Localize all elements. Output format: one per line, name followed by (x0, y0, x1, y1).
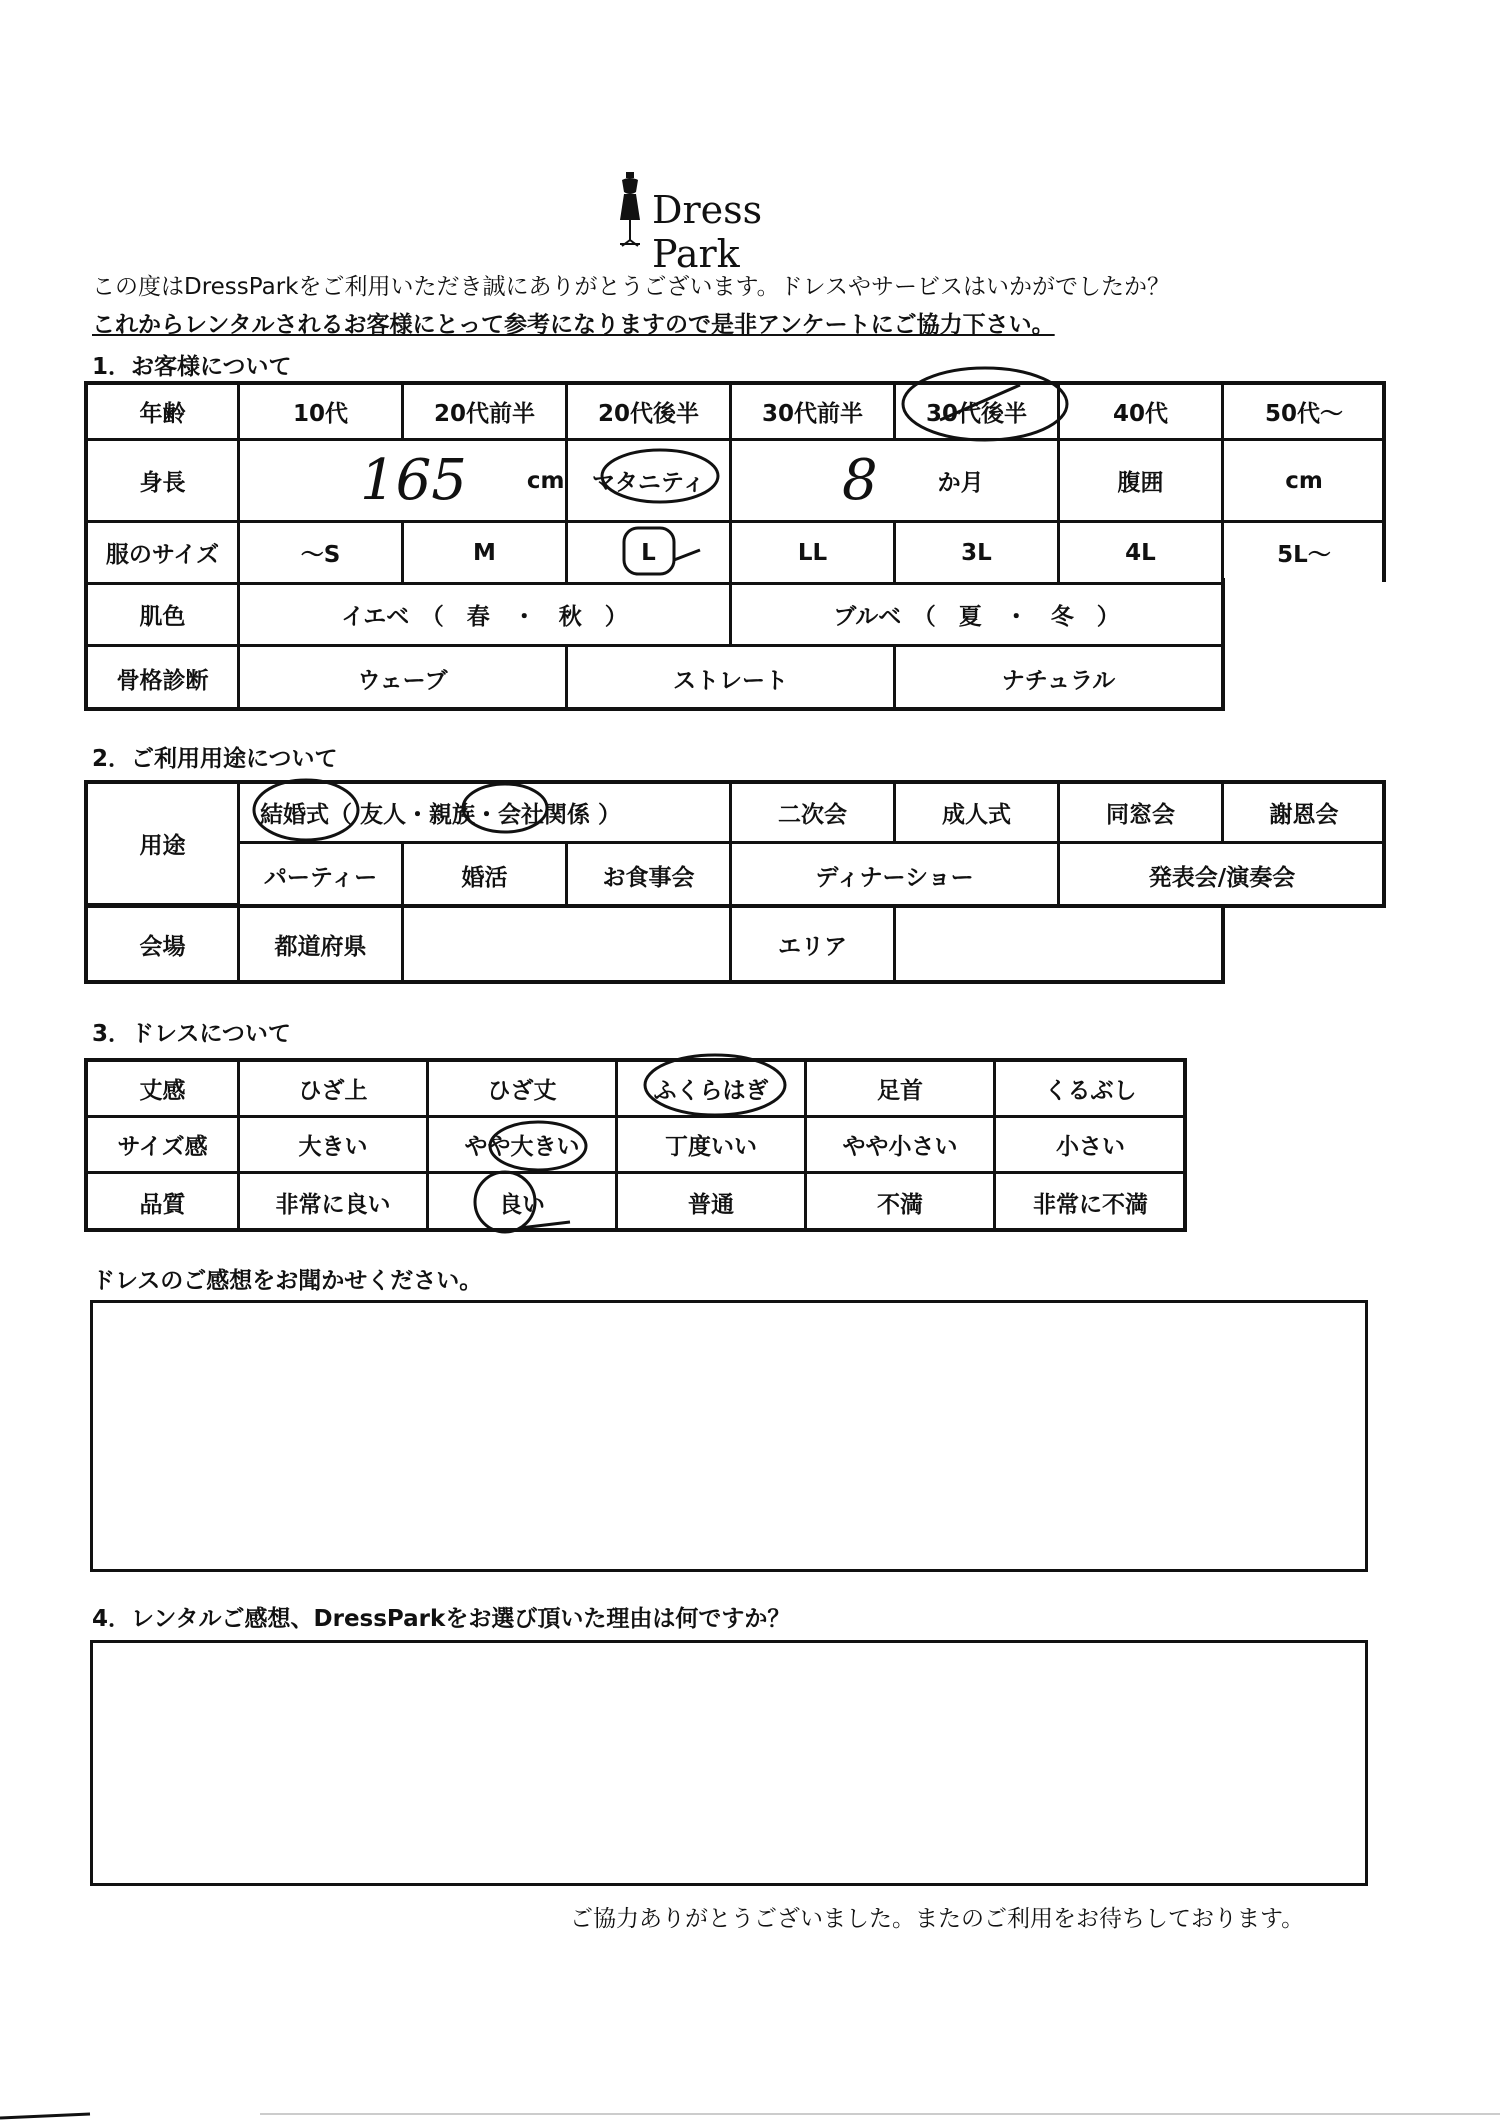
dress-comment-box[interactable] (90, 1300, 1368, 1572)
waist-label: 腹囲 (1060, 441, 1224, 523)
purpose-label: 用途 (88, 784, 240, 906)
quality-option[interactable]: 普通 (618, 1174, 807, 1230)
frame-option[interactable]: ナチュラル (896, 647, 1224, 709)
maternity-label: マタニティ (568, 441, 732, 523)
maternity-months-unit: か月 (937, 470, 984, 496)
length-option-selected[interactable]: ふくらはぎ (618, 1062, 807, 1118)
length-option[interactable]: くるぶし (996, 1062, 1185, 1118)
fit-option[interactable]: 丁度いい (618, 1118, 807, 1174)
length-label: 丈感 (88, 1062, 240, 1118)
height-value: 165 (360, 448, 467, 513)
fit-option[interactable]: 大きい (240, 1118, 429, 1174)
waist-field[interactable] (1224, 441, 1384, 523)
fit-label: サイズ感 (88, 1118, 240, 1174)
section2-title: 2．ご利用用途について (92, 746, 338, 772)
purpose-option[interactable]: ディナーショー (732, 844, 1060, 906)
quality-option-selected[interactable]: 良い (429, 1174, 618, 1230)
skin-blue-option[interactable]: ブルベ （ 夏 ・ 冬 ） (732, 585, 1224, 647)
intro-line-1: この度はDressParkをご利用いただき誠にありがとうございます。ドレスやサービスはいかがでしたか？ (92, 274, 1170, 300)
dress-table (84, 1058, 1187, 1232)
size-option[interactable]: 5L～ (1224, 523, 1384, 585)
skin-label: 肌色 (88, 585, 240, 647)
purpose-option[interactable]: 発表会/演奏会 (1148, 864, 1296, 891)
maternity-months-value: 8 (842, 448, 878, 513)
height-field[interactable] (240, 441, 568, 523)
skin-yellow-option[interactable]: イエベ （ 春 ・ 秋 ） (240, 585, 732, 647)
purpose-option[interactable]: 同窓会 (1060, 784, 1224, 844)
length-option[interactable]: 足首 (807, 1062, 996, 1118)
size-option[interactable]: 4L (1060, 523, 1224, 585)
purpose-option[interactable]: 二次会 (732, 784, 896, 844)
age-option[interactable]: 50代～ (1224, 385, 1384, 441)
dress-form-icon (610, 170, 650, 250)
quality-label: 品質 (88, 1174, 240, 1230)
age-option[interactable]: 30代前半 (732, 385, 896, 441)
size-option[interactable]: 3L (896, 523, 1060, 585)
purpose-table (84, 780, 1386, 908)
fit-option[interactable]: やや小さい (807, 1118, 996, 1174)
section3-title: 3．ドレスについて (92, 1021, 291, 1047)
purpose-option[interactable]: 婚活 (404, 844, 568, 906)
dress-comment-label: ドレスのご感想をお聞かせください。 (92, 1268, 483, 1294)
waist-unit: cm (1285, 467, 1323, 494)
fit-option[interactable]: 小さい (996, 1118, 1185, 1174)
venue-table (84, 904, 1225, 984)
age-label: 年齢 (88, 385, 240, 441)
age-option-selected[interactable]: 30代後半 (896, 385, 1060, 441)
venue-label: 会場 (88, 908, 240, 980)
purpose-option[interactable]: パーティー (240, 844, 404, 906)
size-option[interactable]: ～S (240, 523, 404, 585)
age-option[interactable]: 20代後半 (568, 385, 732, 441)
quality-option[interactable]: 非常に良い (240, 1174, 429, 1230)
age-option[interactable]: 40代 (1060, 385, 1224, 441)
purpose-wedding[interactable]: 結婚式（ 友人・親族・会社関係 ） (240, 784, 732, 844)
prefecture-label: 都道府県 (240, 908, 404, 980)
quality-option[interactable]: 不満 (807, 1174, 996, 1230)
table-bottom-edge (84, 707, 1225, 711)
dresspark-logo (610, 170, 850, 276)
size-option[interactable]: LL (732, 523, 896, 585)
logo-text: Dress Park (652, 188, 763, 276)
age-option[interactable]: 20代前半 (404, 385, 568, 441)
purpose-option[interactable]: 謝恩会 (1224, 784, 1384, 844)
maternity-months-field[interactable] (732, 441, 1060, 523)
fit-option-selected[interactable]: やや大きい (429, 1118, 618, 1174)
section1-title: 1．お客様について (92, 354, 292, 380)
frame-option[interactable]: ストレート (568, 647, 896, 709)
table-mask (1225, 582, 1390, 715)
length-option[interactable]: ひざ丈 (429, 1062, 618, 1118)
prefecture-input[interactable] (404, 908, 732, 980)
purpose-option[interactable]: 成人式 (896, 784, 1060, 844)
frame-option[interactable]: ウェーブ (240, 647, 568, 709)
footer-message: ご協力ありがとうございました。またのご利用をお待ちしております。 (570, 1906, 1305, 1932)
area-label: エリア (732, 908, 896, 980)
length-option[interactable]: ひざ上 (240, 1062, 429, 1118)
frame-label: 骨格診断 (88, 647, 240, 709)
quality-option[interactable]: 非常に不満 (1033, 1191, 1148, 1218)
size-option[interactable]: M (404, 523, 568, 585)
table-edge (1222, 578, 1225, 711)
intro-line-2: これからレンタルされるお客様にとって参考になりますので是非アンケートにご協力下さい。 (92, 312, 1055, 338)
height-label: 身長 (88, 441, 240, 523)
size-option-selected[interactable]: L (568, 523, 732, 585)
age-option[interactable]: 10代 (240, 385, 404, 441)
section4-title: 4．レンタルご感想、DressParkをお選び頂いた理由は何ですか？ (92, 1606, 791, 1632)
rental-comment-box[interactable] (90, 1640, 1368, 1886)
size-label: 服のサイズ (88, 523, 240, 585)
area-input[interactable] (896, 908, 1221, 980)
scan-edge-mark (0, 2114, 90, 2118)
height-unit: cm (526, 467, 565, 494)
customer-table (84, 381, 1386, 711)
purpose-option[interactable]: お食事会 (568, 844, 732, 906)
